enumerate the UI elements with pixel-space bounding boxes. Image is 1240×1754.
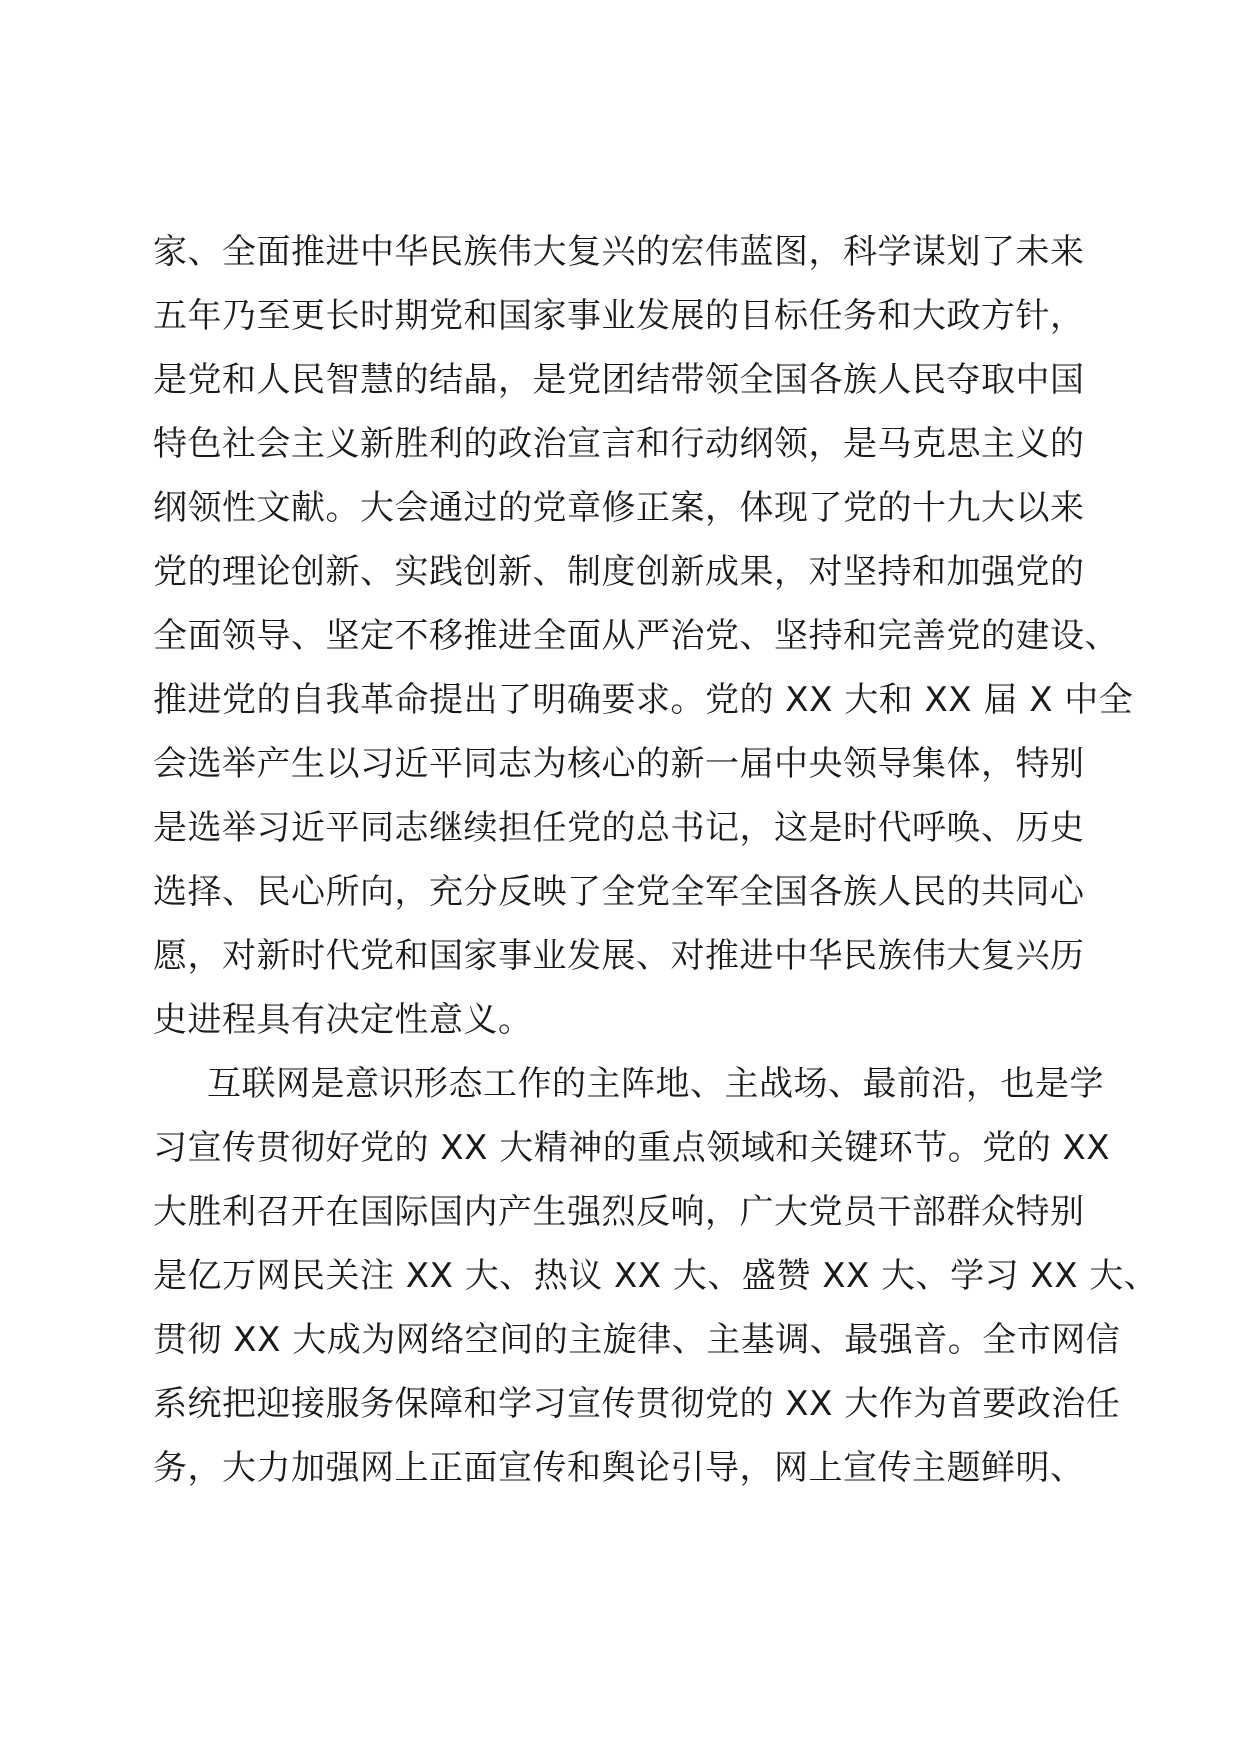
paragraph-start-line: 互联网是意识形态工作的主阵地、主战场、最前沿，也是学	[207, 1064, 1104, 1104]
text-line: 是党和人民智慧的结晶，是党团结带领全国各族人民夺取中国	[153, 360, 1085, 400]
text-line: 选择、民心所向，充分反映了全党全军全国各族人民的共同心	[153, 872, 1085, 912]
text-line: 纲领性文献。大会通过的党章修正案，体现了党的十九大以来	[153, 488, 1085, 528]
text-line: 会选举产生以习近平同志为核心的新一届中央领导集体，特别	[153, 744, 1085, 784]
text-line: 大胜利召开在国际国内产生强烈反响，广大党员干部群众特别	[153, 1192, 1085, 1232]
text-line: 是亿万网民关注 XX 大、热议 XX 大、盛赞 XX 大、学习 XX 大、	[153, 1256, 1159, 1296]
text-line: 党的理论创新、实践创新、制度创新成果，对坚持和加强党的	[153, 552, 1085, 592]
text-line: 是选举习近平同志继续担任党的总书记，这是时代呼唤、历史	[153, 808, 1085, 848]
text-line: 愿，对新时代党和国家事业发展、对推进中华民族伟大复兴历	[153, 936, 1085, 976]
text-line: 推进党的自我革命提出了明确要求。党的 XX 大和 XX 届 X 中全	[153, 680, 1134, 720]
text-line: 务，大力加强网上正面宣传和舆论引导，网上宣传主题鲜明、	[153, 1448, 1085, 1488]
text-line: 五年乃至更长时期党和国家事业发展的目标任务和大政方针，	[153, 296, 1085, 336]
text-line: 习宣传贯彻好党的 XX 大精神的重点领域和关键环节。党的 XX	[153, 1128, 1111, 1168]
text-line: 全面领导、坚定不移推进全面从严治党、坚持和完善党的建设、	[153, 616, 1119, 656]
text-line: 家、全面推进中华民族伟大复兴的宏伟蓝图，科学谋划了未来	[153, 232, 1085, 272]
body-text	[153, 220, 1159, 1500]
text-line: 贯彻 XX 大成为网络空间的主旋律、主基调、最强音。全市网信	[153, 1320, 1121, 1360]
text-line: 史进程具有决定性意义。	[153, 1000, 533, 1040]
text-line: 特色社会主义新胜利的政治宣言和行动纲领，是马克思主义的	[153, 424, 1085, 464]
text-line: 系统把迎接服务保障和学习宣传贯彻党的 XX 大作为首要政治任	[153, 1384, 1121, 1424]
